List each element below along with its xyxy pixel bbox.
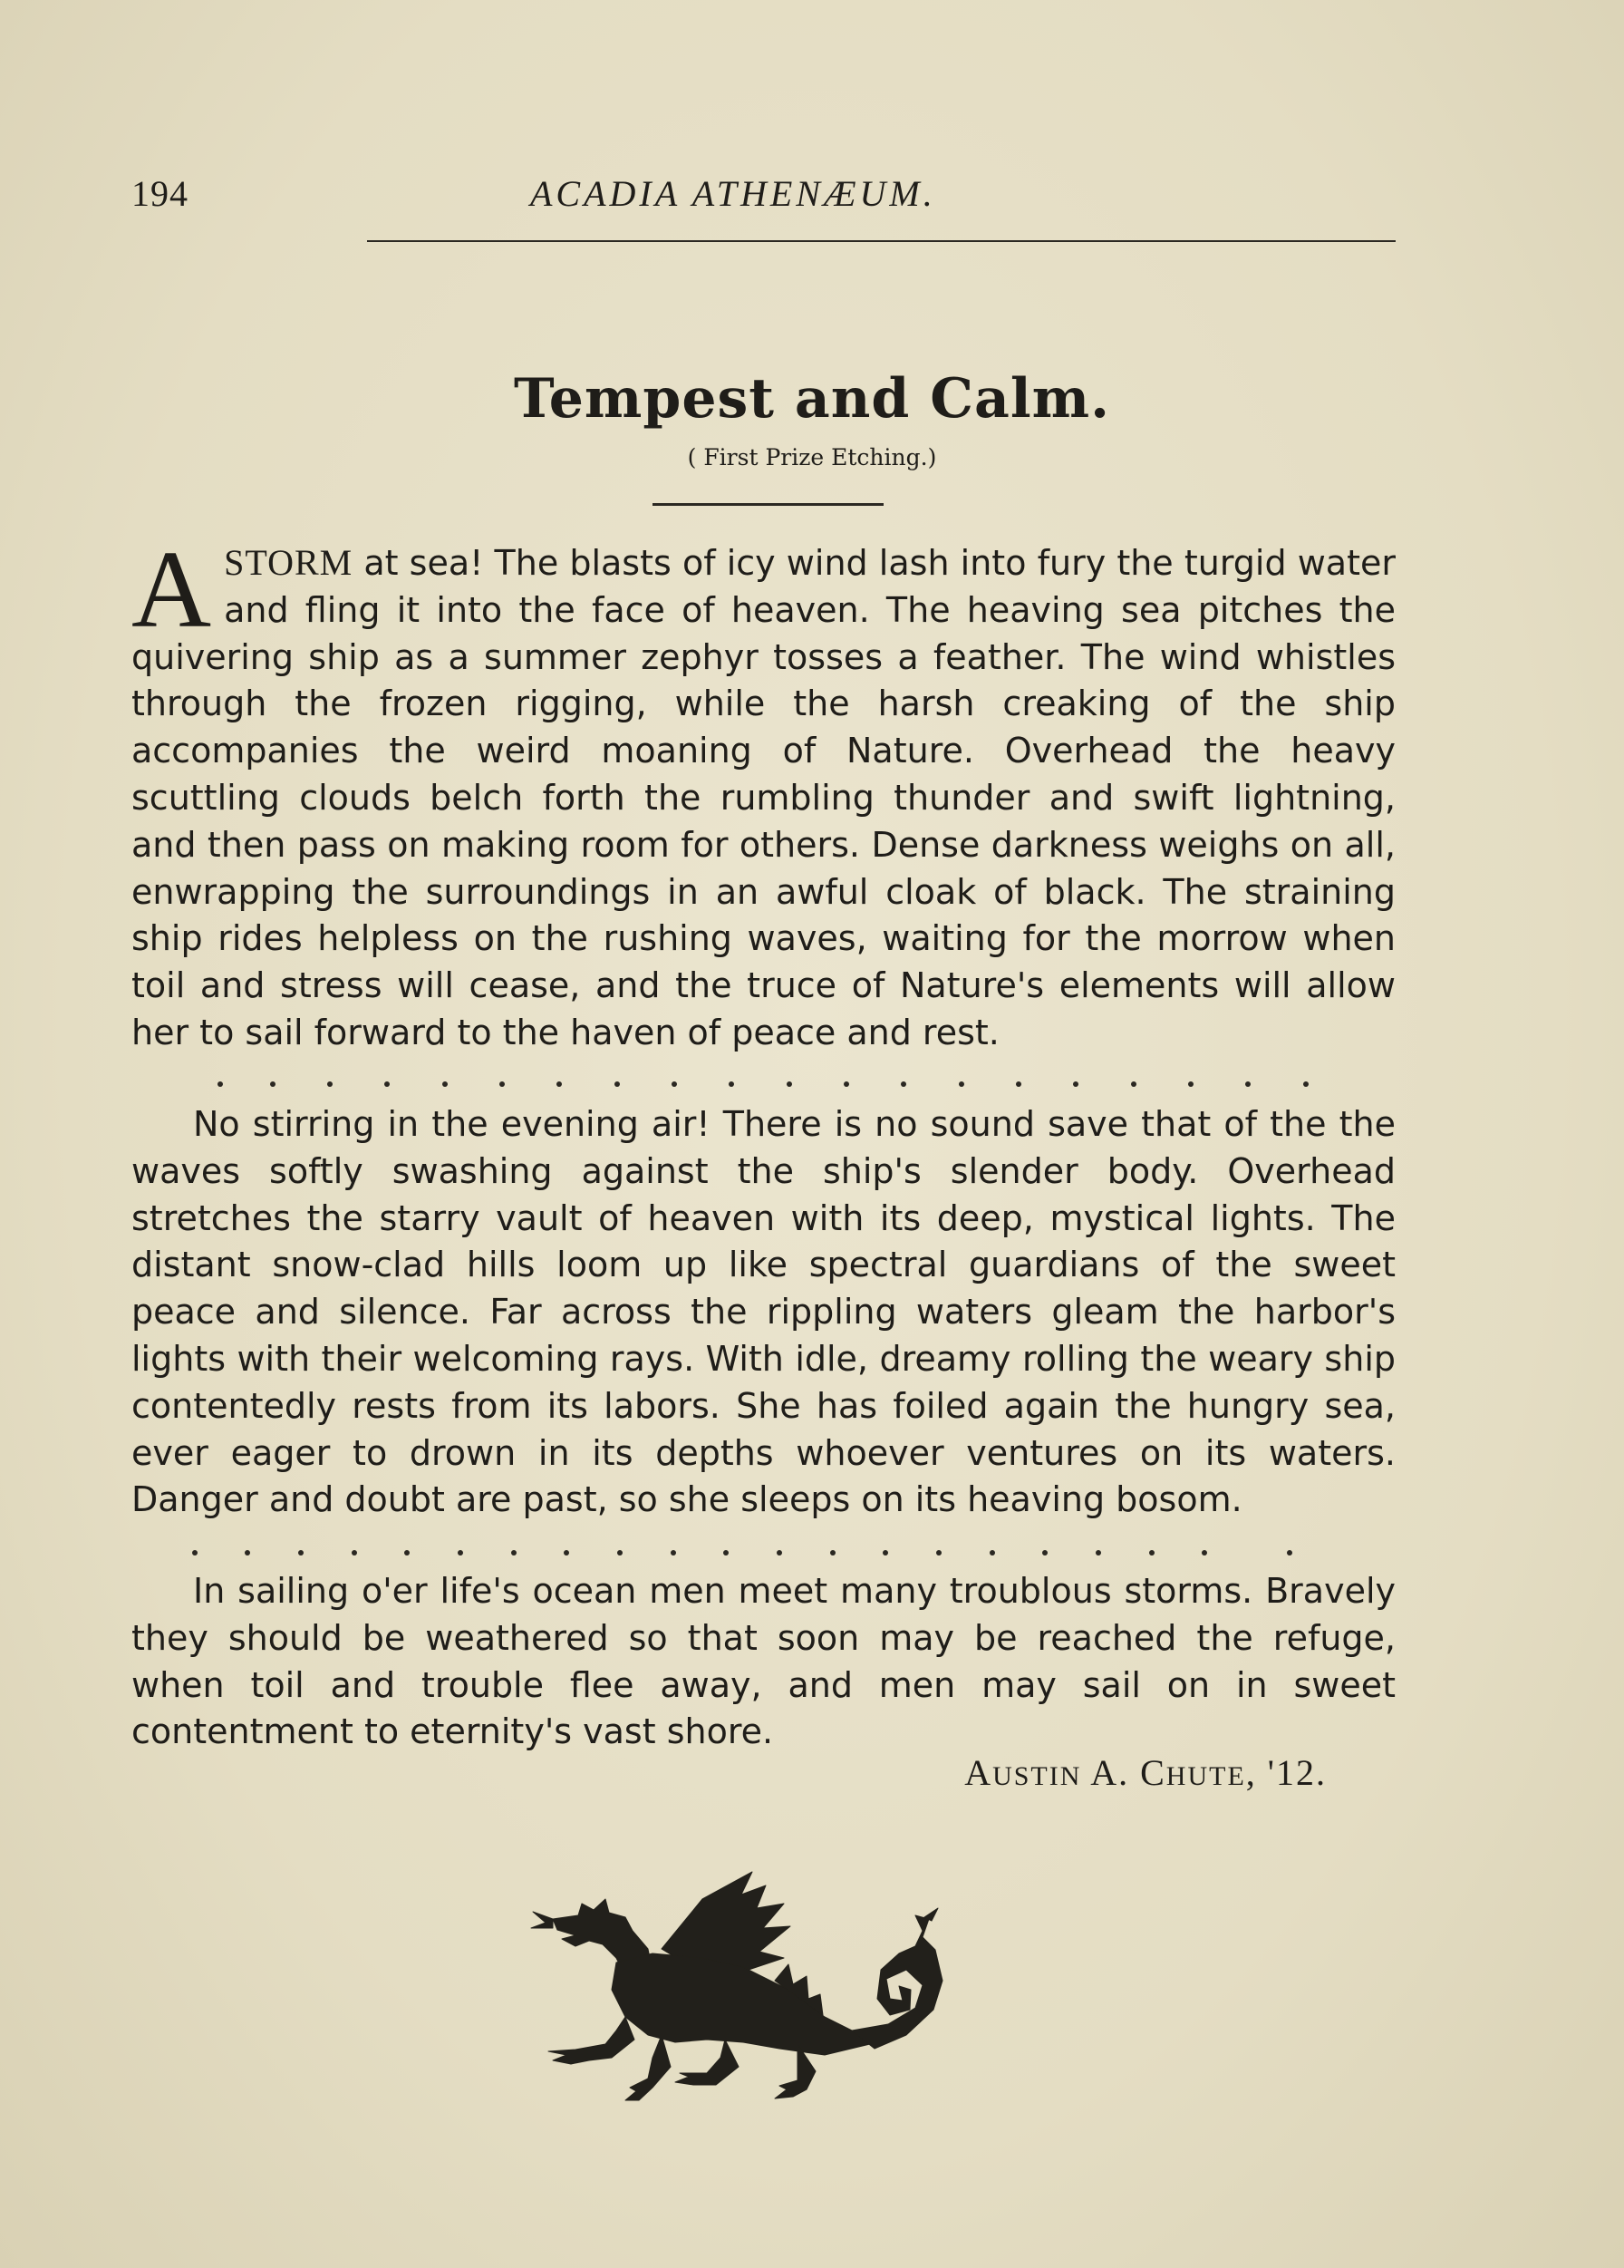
- signature-last-initial: C: [1140, 1752, 1166, 1793]
- page-number: 194: [131, 173, 188, 214]
- running-head: ACADIA ATHENÆUM.: [530, 173, 936, 214]
- signature-last-name: HUTE: [1165, 1761, 1246, 1791]
- paragraph-1-text: at sea! The blasts of icy wind lash into fury the turgid water and fling it into the face of heaven. The heaving sea pitches the quivering ship as a summer zephyr tosses a feather. The wind whistles through the frozen rigging, while the harsh creaking of the ship accompanies the weird moaning of Nature. Overhead the heavy scuttling clouds belch forth the rumbling thunder and swift lightning, and then pass on making room for others. Dense darkness weighs on all, enwrapping the surroundings in an awful cloak of black. The straining ship rides helpless on the rushing waves, waiting for the morrow when toil and stress will cease, and the truce of Nature's elements will allow her to sail forward to the haven of peace and rest.: [131, 543, 1396, 1052]
- signature-middle: A.: [1081, 1752, 1141, 1793]
- section-divider-dots: [0, 1550, 1624, 1559]
- paragraph-1: [131, 528, 1396, 1057]
- section-divider-dots: [0, 1081, 1624, 1090]
- signature-initial: A: [964, 1752, 993, 1793]
- signature-class-year: , '12.: [1245, 1752, 1327, 1793]
- title-rule: [652, 503, 884, 506]
- first-word: STORM: [224, 542, 353, 583]
- signature-first-name: USTIN: [992, 1761, 1082, 1791]
- article-title: Tempest and Calm.: [513, 367, 1111, 431]
- author-signature: [964, 1751, 1327, 1794]
- paragraph-3: In sailing o'er life's ocean men meet many troublous storms. Bravely they should be weathered so that soon may be reached the refuge, when toil and trouble flee away, and men may sail on in sweet contentment to eternity's vast shore.: [131, 1571, 1396, 1752]
- article-subtitle: ( First Prize Etching.): [687, 444, 937, 470]
- header-rule: [367, 240, 1396, 242]
- paragraph-2: No stirring in the evening air! There is no sound save that of the the waves softly swashing against the ship's slender body. Overhead stretches the starry vault of heaven with its deep, mystical lights. The distant snow-clad hills loom up like spectral guardians of the sweet peace and silence. Far across the rippling waters gleam the harbor's lights with their welcoming rays. With idle, dreamy rolling the weary ship contentedly rests from its labors. She has foiled again the hungry sea, ever eager to drown in its depths whoever ventures on its waters. Danger and doubt are past, so she sleeps on its heaving bosom.: [131, 1104, 1396, 1520]
- drop-cap: A: [131, 528, 212, 651]
- page-header: [131, 172, 1396, 218]
- dragon-icon: [526, 1863, 979, 2135]
